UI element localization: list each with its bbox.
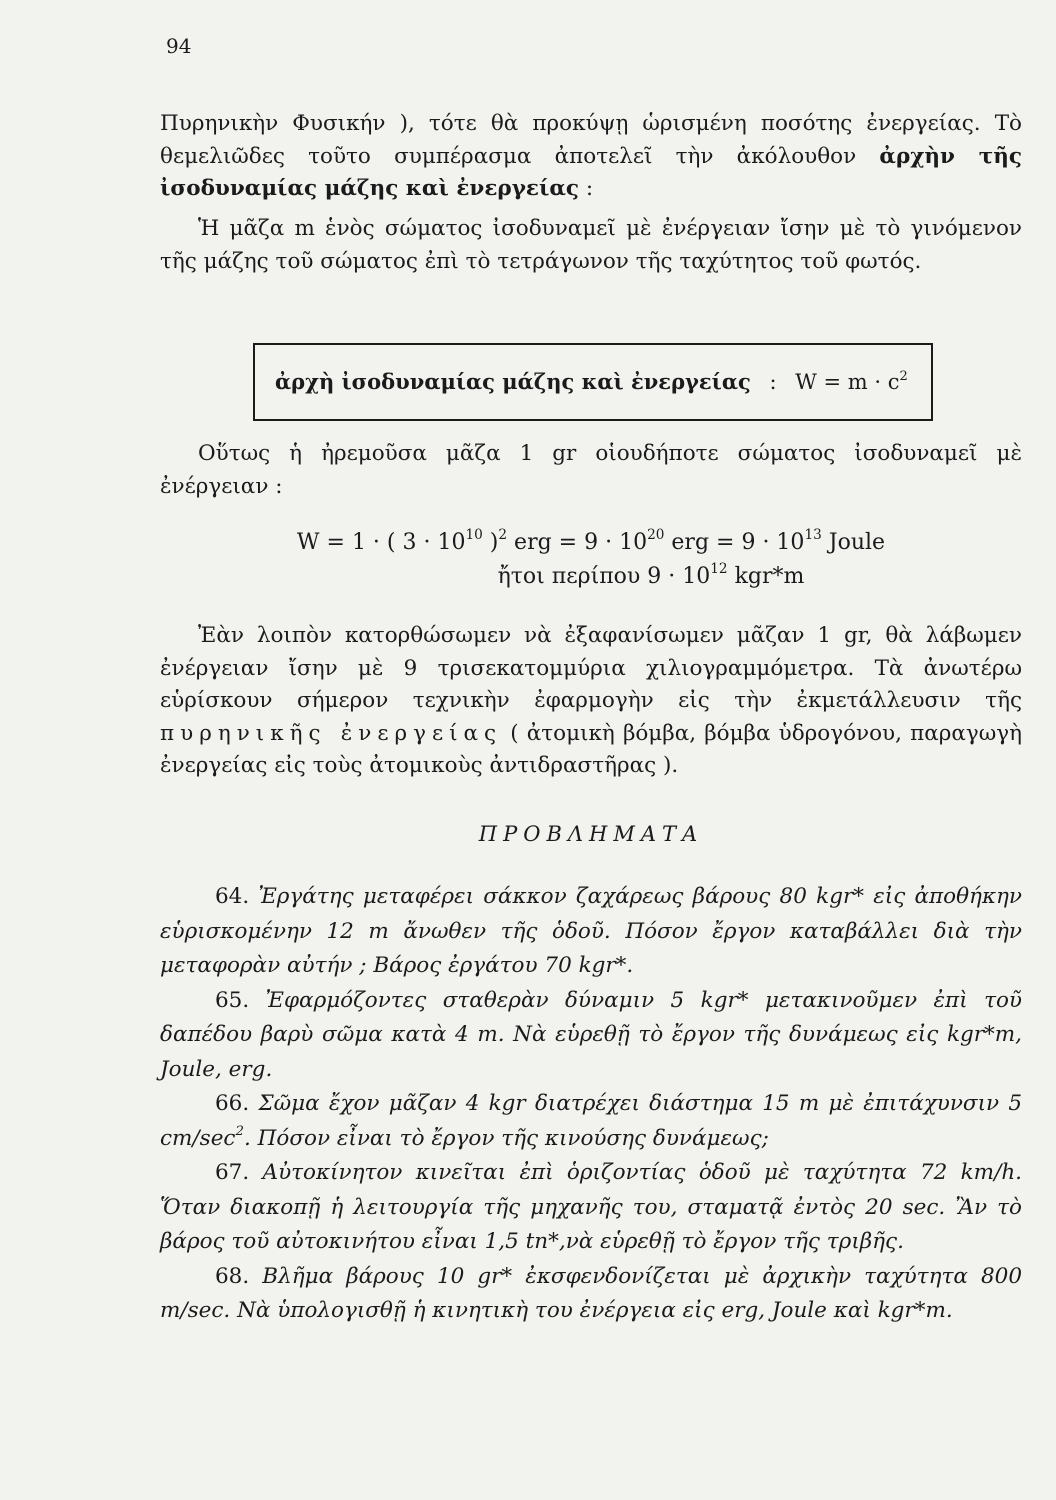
page-number: 94 [166,34,192,58]
problem-exponent: 2 [235,1124,244,1140]
eq1-a: W = 1 · ( 3 · 10 [296,530,466,555]
problem-number: 67. [215,1160,263,1185]
statement-text: Ἡ μᾶζα m ἑνὸς σώματος ἰσοδυναμεῖ μὲ ἐνέργειαν ἴσην μὲ τὸ γινόμενον τῆς μάζης τοῦ σώματος ἐπὶ τὸ τετράγωνον τῆς ταχύτητος τοῦ φωτός. [160,216,1022,274]
formula-exponent: 2 [899,368,908,384]
nuclear-energy-term: πυρηνικῆς ἐνεργείας [160,720,503,746]
energy-equation [160,527,1022,555]
intro-colon: : [579,176,594,201]
problem-text-a: Σῶμα ἔχον μᾶζαν 4 kgr διατρέχει διάστημα 15 m μὲ ἐπιτάχυνσιν 5 cm/sec [160,1091,1022,1151]
problem-number: 68. [215,1263,263,1289]
principle-formula-box [253,343,933,421]
statement-paragraph [160,213,1022,278]
intro-line [160,108,1022,206]
eq1-d-exp: 13 [804,527,822,544]
eq1-a-exp: 10 [465,527,483,544]
eq1-e: Joule [821,530,886,555]
formula-expression [795,370,908,394]
formula-main: W = m · c [795,370,900,394]
problems-heading: ΠΡΟΒΛΗΜΑΤΑ [478,822,704,846]
problem-text: Αὐτοκίνητον κινεῖται ἐπὶ ὁριζοντίας ὁδοῦ μὲ ταχύτητα 72 km/h. Ὅταν διακοπῇ ἡ λειτουργία τῆς μηχανῆς του, σταματᾷ ἐντὸς 20 sec. Ἂν τὸ βάρος τοῦ αὐτοκινήτου εἶναι 1,5 tn*,νὰ εὑρεθῇ τὸ ἔργον τῆς τριβῆς. [160,1160,1022,1254]
eq2-b: kgr*m [727,564,805,589]
problem-65 [160,984,1022,1088]
energy-equation-kgrm [220,561,1056,589]
formula-colon: : [769,370,777,394]
intro-text-1: Πυρηνικὴν Φυσικήν ), τότε θὰ προκύψῃ ὡρισμένη ποσότης ἐνεργείας. [160,111,981,136]
eq1-b-exp: 2 [498,527,508,544]
eq2-a: ἤτοι περίπου 9 · 10 [497,564,711,589]
problem-64 [160,880,1022,984]
intro-text-2: Τὸ θεμελιῶδες τοῦτο συμπέρασμα ἀποτελεῖ τὴν ἀκόλουθον [160,111,1022,169]
application-text [160,620,1022,783]
problem-text: Ἐφαρμόζοντες σταθερὰν δύναμιν 5 kgr* μετακινοῦμεν ἐπὶ τοῦ δαπέδου βαρὺ σῶμα κατὰ 4 m. Νὰ εὑρεθῇ τὸ ἔργον τῆς δυνάμεως εἰς kgr*m, Joule, erg. [160,987,1022,1082]
eq1-c: erg = 9 · 10 [507,530,648,555]
problem-number: 66. [215,1091,259,1116]
formula-line [275,369,908,394]
eq1-d: erg = 9 · 10 [664,530,805,555]
problems-list [160,880,1022,1329]
problem-text: Ἐργάτης μεταφέρει σάκκον ζαχάρεως βάρους 80 kgr* εἰς ἀποθήκην εὑρισκομένην 12 m ἄνωθεν τῆς ὁδοῦ. Πόσον ἔργον καταβάλλει διὰ τὴν μεταφορὰν αὐτήν ; Βάρος ἐργάτου 70 kgr*. [160,884,1022,978]
eq1-b: ) [482,530,499,555]
problem-67 [160,1156,1022,1260]
problem-text: Βλῆμα βάρους 10 gr* ἐκσφενδονίζεται μὲ ἀρχικὴν ταχύτητα 800 m/sec. Νὰ ὑπολογισθῇ ἡ κινητικὴ του ἐνέργεια εἰς erg, Joule καὶ kgr*m. [160,1263,1022,1323]
application-paragraph [160,620,1022,783]
eq1-c-exp: 20 [647,527,665,544]
application-text-2: ( ἀτομικὴ βόμβα, βόμβα ὑδρογόνου, παραγωγὴ ἐνεργείας εἰς τοὺς ἀτομικοὺς ἀντιδραστῆρας ). [160,720,1022,778]
example-text: Οὕτως ἡ ἠρεμοῦσα μᾶζα 1 gr οἱουδήποτε σώματος ἰσοδυναμεῖ μὲ ἐνέργειαν : [160,441,1022,499]
eq2-a-exp: 12 [710,561,728,578]
principle-name: ἀρχὴν τῆς ἰσοδυναμίας μάζης καὶ ἐνεργείας [160,143,1022,201]
example-paragraph [160,438,1022,503]
problem-number: 64. [215,884,259,909]
problem-number: 65. [215,987,266,1013]
problem-68 [160,1260,1022,1329]
formula-name: ἀρχὴ ἰσοδυναμίας μάζης καὶ ἐνεργείας [275,369,751,394]
application-text-1: Ἐὰν λοιπὸν κατορθώσωμεν νὰ ἐξαφανίσωμεν μᾶζαν 1 gr, θὰ λάβωμεν ἐνέργειαν ἴσην μὲ 9 τρισεκατομμύρια χιλιογραμμόμετρα. Τὰ ἀνωτέρω εὑρίσκουν σήμερον τεχνικὴν ἐφαρμογὴν εἰς τὴν ἐκμετάλλευσιν τῆς [160,623,1022,713]
intro-paragraph [160,108,1022,206]
problem-66 [160,1087,1022,1156]
problem-text-b: . Πόσον εἶναι τὸ ἔργον τῆς κινούσης δυνάμεως; [243,1125,769,1151]
